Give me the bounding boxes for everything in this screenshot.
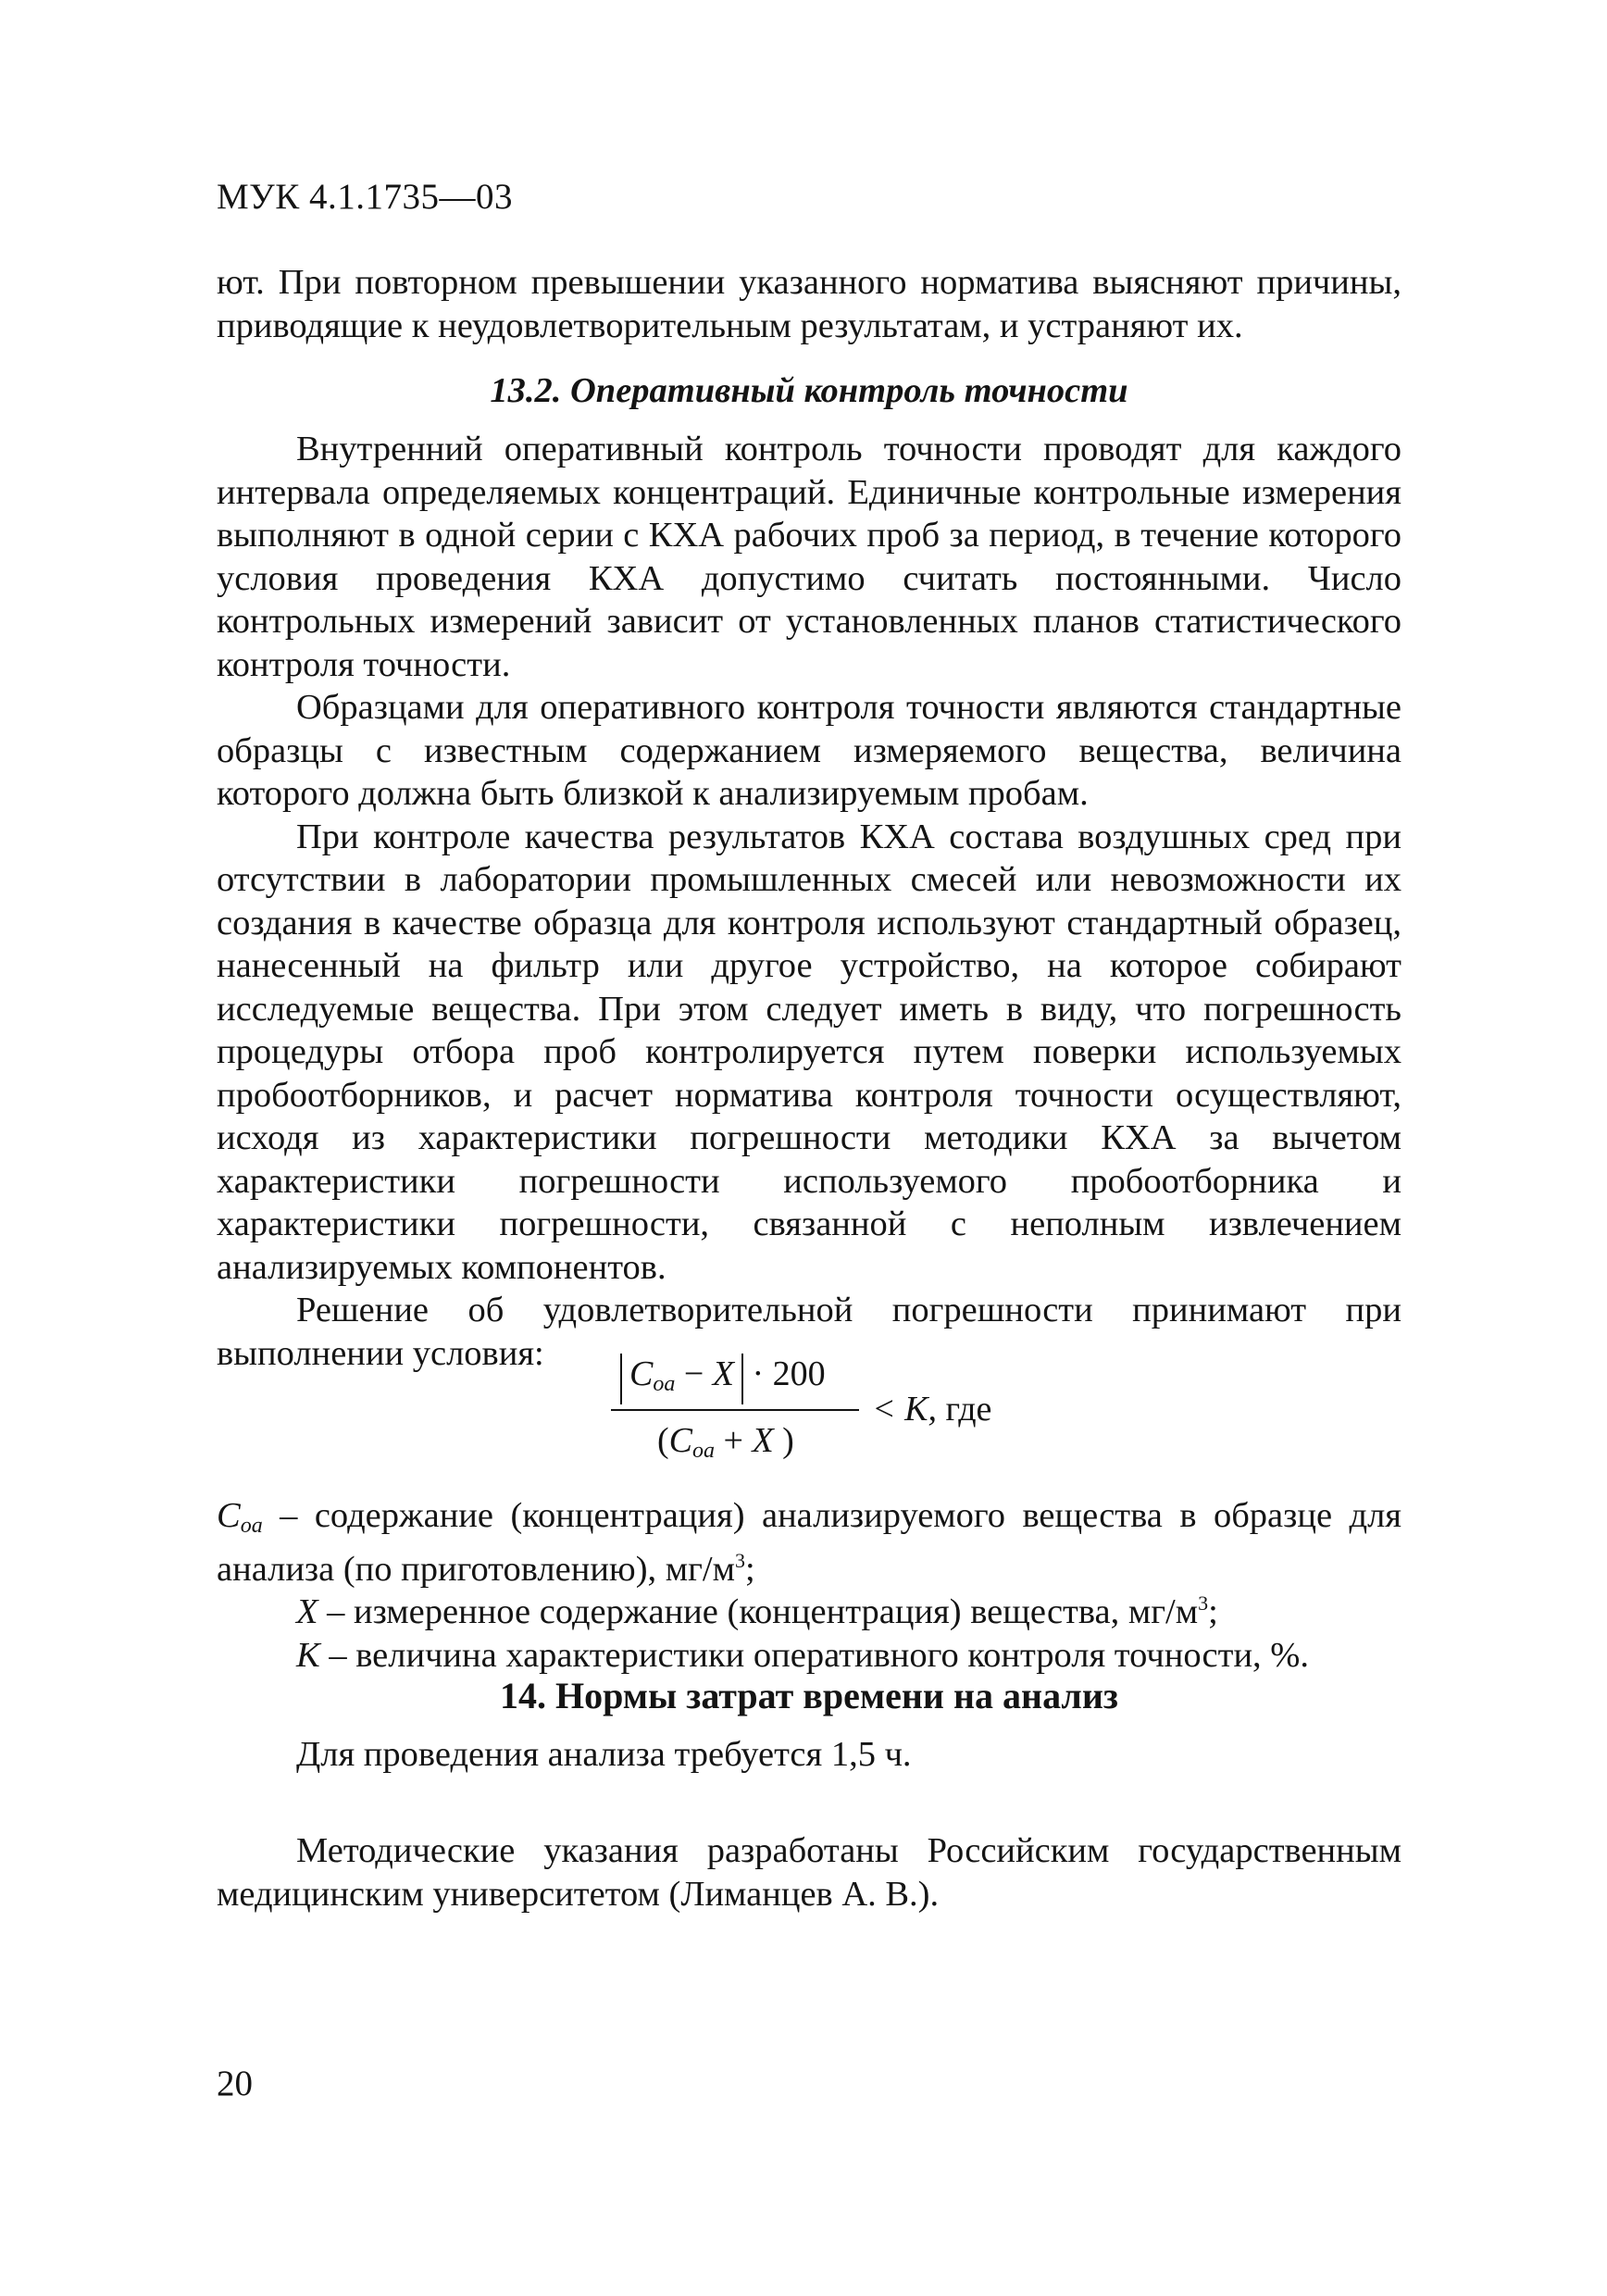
paragraph-air-quality-control: При контроле качества результатов КХА состава воздушных сред при отсутствии в лаборатории промышленных смесей или невозможности их создания в качестве образца для контроля используют стандартный образец, нанесенный на фильтр или другое устройство, на которое собирают исследуемые вещества. При этом следует иметь в виду, что погрешность процедуры отбора проб контролируется путем поверки используемых пробоотборников, и расчет норматива контроля точности осуществляют, исходя из характеристики погрешности методики КХА за вычетом характеристики погрешности используемого пробоотборника и характеристики погрешности, связанной с неполным извлечением анализируемых компонентов. (217, 817, 1401, 1287)
page-number: 20 (217, 2064, 253, 2103)
section-14-body (217, 1733, 1401, 1777)
formula-relation: < K, где (872, 1390, 992, 1429)
credits-block (217, 1829, 1401, 1915)
document-code-header: МУК 4.1.1735—03 (217, 177, 514, 217)
section-14-title: 14. Нормы затрат времени на анализ (500, 1675, 1118, 1716)
definition-c-oa: $C_{oa}$ – содержание (концентрация) анализируемого вещества в образце для анализа (по приготовлению), $мг/м^3$; (217, 1496, 1401, 1589)
definitions-block (217, 1494, 1401, 1677)
definition-k: K – величина характеристики оперативного контроля точности, %. (296, 1635, 1310, 1675)
section-14-text: Для проведения анализа требуется 1,5 ч. (296, 1735, 912, 1774)
accuracy-formula (611, 1352, 1037, 1491)
subsection-title: 13.2. Оперативный контроль точности (490, 371, 1128, 410)
intro-paragraph (217, 261, 1401, 347)
formula-absolute-value: $C_{oa} - X$ (620, 1354, 743, 1404)
credits-text: Методические указания разработаны Российским государственным медицинским университетом (Лиманцев А. В.). (217, 1831, 1401, 1914)
formula-numerator (620, 1354, 826, 1404)
fraction-bar (611, 1409, 859, 1411)
formula-denominator: ($C_{oa} + X$ ) (657, 1421, 794, 1463)
definition-x: X – измеренное содержание (концентрация) вещества, $мг/м^3$; (296, 1591, 1218, 1631)
paragraph-internal-control: Внутренний оперативный контроль точности проводят для каждого интервала определяемых концентраций. Единичные контрольные измерения выполняют в одной серии с КХА рабочих проб за период, в течение которого условия проведения КХА допустимо считать постоянными. Число контрольных измерений зависит от установленных планов статистического контроля точности. (217, 430, 1401, 684)
paragraph-control-samples: Образцами для оперативного контроля точности являются стандартные образцы с известным содержанием измеряемого вещества, величина которого должна быть близкой к анализируемым пробам. (217, 688, 1401, 813)
paragraph-decision-condition: Решение об удовлетворительной погрешности принимают при выполнении условия: (217, 1291, 1401, 1373)
formula-multiplier: · 200 (752, 1354, 826, 1393)
subsection-body (217, 428, 1401, 1375)
intro-paragraph-text: ют. При повторном превышении указанного норматива выясняют причины, приводящие к неудовлетворительным результатам, и устраняют их. (217, 263, 1401, 345)
